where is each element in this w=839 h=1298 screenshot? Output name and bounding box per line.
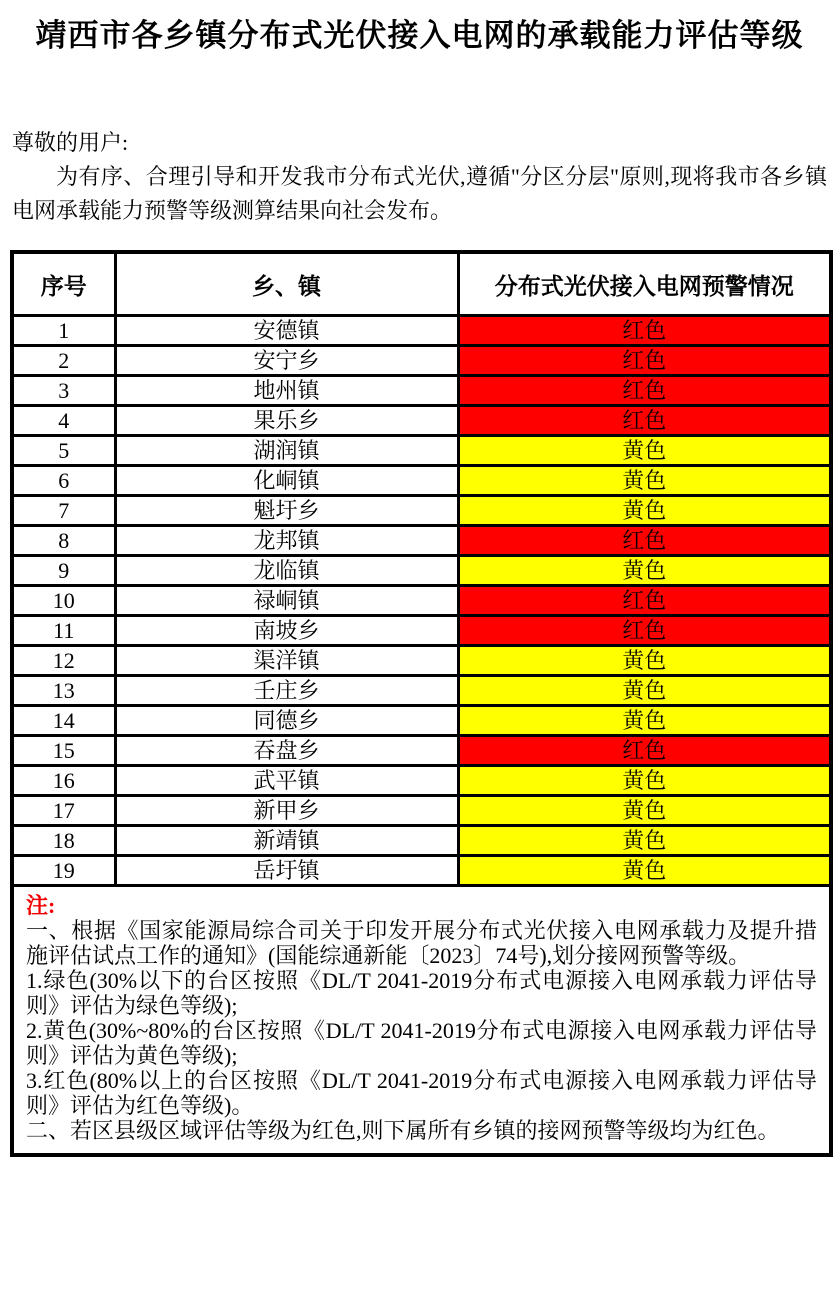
table-row [12,466,831,496]
town-name-cell: 武平镇 [115,766,458,796]
town-name-cell: 新甲乡 [115,796,458,826]
row-index-cell: 9 [12,556,115,586]
status-cell: 黄色 [458,766,831,796]
page-title: 靖西市各乡镇分布式光伏接入电网的承载能力评估等级 [35,18,804,53]
row-index-cell: 17 [12,796,115,826]
town-name-cell: 岳圩镇 [115,856,458,886]
town-name-cell: 化峒镇 [115,466,458,496]
status-cell: 黄色 [458,706,831,736]
town-name-cell: 地州镇 [115,376,458,406]
row-index-cell: 14 [12,706,115,736]
col-header-town: 乡、镇 [115,252,458,316]
notes-row [12,886,831,1156]
col-header-status: 分布式光伏接入电网预警情况 [458,252,831,316]
town-name-cell: 同德乡 [115,706,458,736]
intro-text: 为有序、合理引导和开发我市分布式光伏,遵循"分区分层"原则,现将我市各乡镇电网承载能力预警等级测算结果向社会发布。 [12,164,827,223]
table-row [12,676,831,706]
row-index-cell: 5 [12,436,115,466]
table-row [12,826,831,856]
status-cell: 黄色 [458,826,831,856]
row-index-cell: 3 [12,376,115,406]
status-cell: 黄色 [458,796,831,826]
table-row [12,646,831,676]
town-name-cell: 吞盘乡 [115,736,458,766]
row-index-cell: 2 [12,346,115,376]
table-row [12,616,831,646]
town-name-cell: 渠洋镇 [115,646,458,676]
status-cell: 红色 [458,736,831,766]
table-row [12,406,831,436]
table-row [12,856,831,886]
table-row [12,586,831,616]
status-cell: 红色 [458,586,831,616]
town-name-cell: 南坡乡 [115,616,458,646]
notes-label: 注: [26,893,56,918]
warning-table [10,250,833,1157]
notes-section [12,886,831,1156]
status-cell: 红色 [458,526,831,556]
row-index-cell: 10 [12,586,115,616]
table-header-row [12,252,831,316]
row-index-cell: 6 [12,466,115,496]
status-cell: 黄色 [458,466,831,496]
row-index-cell: 16 [12,766,115,796]
status-cell: 红色 [458,346,831,376]
status-cell: 黄色 [458,556,831,586]
status-cell: 黄色 [458,496,831,526]
note-item: 二、若区县级区域评估等级为红色,则下属所有乡镇的接网预警等级均为红色。 [26,1118,780,1143]
table-row [12,556,831,586]
town-name-cell: 禄峒镇 [115,586,458,616]
town-name-cell: 湖润镇 [115,436,458,466]
town-name-cell: 安德镇 [115,316,458,346]
row-index-cell: 12 [12,646,115,676]
status-cell: 黄色 [458,436,831,466]
table-row [12,316,831,346]
row-index-cell: 19 [12,856,115,886]
note-item: 1.绿色(30%以下的台区按照《DL/T 2041-2019分布式电源接入电网承载力评估导则》评估为绿色等级); [26,968,817,1018]
status-cell: 黄色 [458,646,831,676]
row-index-cell: 15 [12,736,115,766]
town-name-cell: 龙邦镇 [115,526,458,556]
note-item: 3.红色(80%以上的台区按照《DL/T 2041-2019分布式电源接入电网承载力评估导则》评估为红色等级)。 [26,1068,817,1118]
row-index-cell: 7 [12,496,115,526]
status-cell: 红色 [458,406,831,436]
note-item: 2.黄色(30%~80%的台区按照《DL/T 2041-2019分布式电源接入电网承载力评估导则》评估为黄色等级); [26,1018,817,1068]
row-index-cell: 18 [12,826,115,856]
town-name-cell: 龙临镇 [115,556,458,586]
table-row [12,766,831,796]
status-cell: 红色 [458,316,831,346]
table-row [12,796,831,826]
row-index-cell: 11 [12,616,115,646]
town-name-cell: 果乐乡 [115,406,458,436]
table-row [12,346,831,376]
table-row [12,706,831,736]
status-cell: 红色 [458,376,831,406]
town-name-cell: 安宁乡 [115,346,458,376]
greeting-text: 尊敬的用户: [12,130,129,155]
table-row [12,436,831,466]
table-row [12,496,831,526]
table-row [12,376,831,406]
row-index-cell: 8 [12,526,115,556]
row-index-cell: 13 [12,676,115,706]
col-header-index: 序号 [12,252,115,316]
status-cell: 黄色 [458,676,831,706]
table-row [12,736,831,766]
note-item: 一、根据《国家能源局综合司关于印发开展分布式光伏接入电网承载力及提升措施评估试点工作的通知》(国能综通新能〔2023〕74号),划分接网预警等级。 [26,918,817,968]
table-row [12,526,831,556]
intro-block [12,126,827,228]
status-cell: 黄色 [458,856,831,886]
row-index-cell: 1 [12,316,115,346]
town-name-cell: 新靖镇 [115,826,458,856]
status-cell: 红色 [458,616,831,646]
row-index-cell: 4 [12,406,115,436]
town-name-cell: 魁圩乡 [115,496,458,526]
town-name-cell: 壬庄乡 [115,676,458,706]
